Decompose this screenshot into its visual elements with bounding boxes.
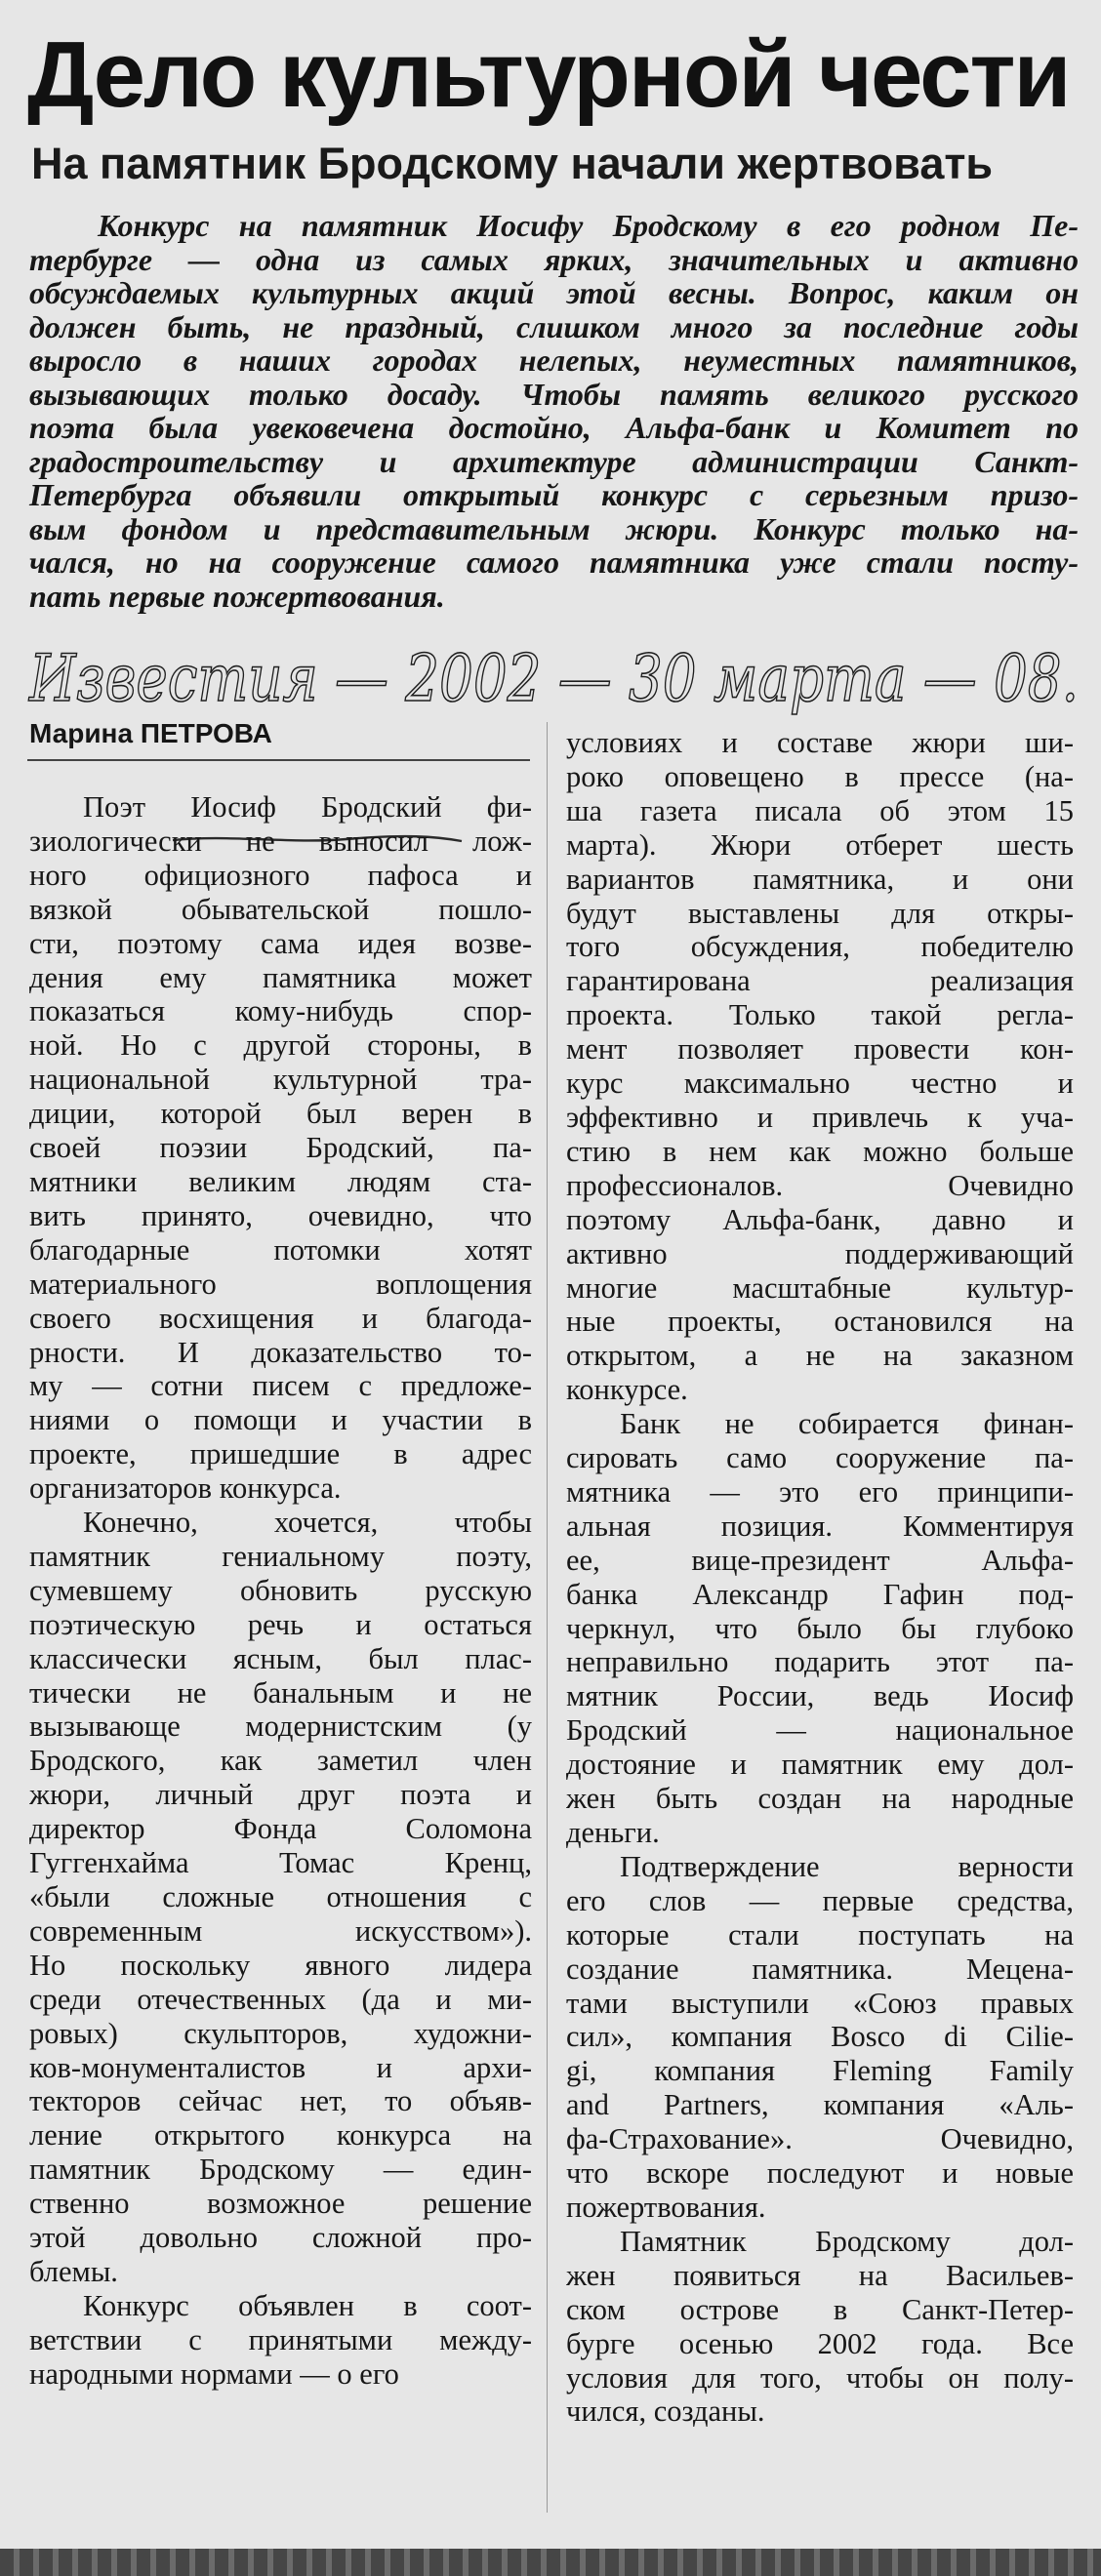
text-line: ветствии с принятыми между- [29, 2322, 532, 2356]
text-line: Конкурс на памятник Иосифу Бродскому в его родном Пе- [98, 208, 1079, 243]
text-line: мятника — это его принципи- [566, 1474, 1074, 1509]
text-line: ша газета писала об этом 15 [566, 793, 1074, 827]
text-line: достояние и памятник ему дол- [566, 1748, 1074, 1782]
text-line: того обсуждения, победителю [566, 930, 1074, 964]
text-line: тами выступили «Союз правых [566, 1986, 1074, 2020]
text-line: классически ясным, был плас- [29, 1641, 532, 1675]
headline: Дело культурной чести [27, 22, 1070, 127]
handwritten-note [23, 632, 1087, 720]
text-line: рности. И доказательство то- [29, 1335, 532, 1369]
text-line: его слов — первые средства, [566, 1883, 1074, 1917]
text-line: жен появиться на Васильев- [566, 2258, 1074, 2292]
text-line: благодарные потомки хотят [29, 1232, 532, 1267]
text-line: Конечно, хочется, чтобы [83, 1506, 532, 1540]
text-line: материального воплощения [29, 1267, 532, 1301]
text-line: поэтому Альфа-банк, давно и [566, 1202, 1074, 1236]
text-line: сумевшему обновить русскую [29, 1573, 532, 1607]
text-line: что вскоре последуют и новые [566, 2156, 1074, 2191]
column-divider [547, 722, 548, 2513]
text-line: чался, но на сооружение самого памятника уже стали посту- [29, 544, 1079, 580]
text-line: альная позиция. Комментируя [566, 1509, 1074, 1543]
text-line: деньги. [566, 1816, 660, 1849]
lead-paragraph [29, 209, 1079, 613]
text-line: жен быть создан на народные [566, 1782, 1074, 1816]
text-line: ной. Но с другой стороны, в [29, 1028, 532, 1063]
text-line: выросло в наших городах нелепых, неуместных памятников, [29, 342, 1079, 378]
text-line: создание памятника. Мецена- [566, 1952, 1074, 1986]
text-line: Гуггенхайма Томас Кренц, [29, 1846, 532, 1880]
text-line: будут выставлены для откры- [566, 896, 1074, 930]
text-line: фа-Страхование». Очевидно, [566, 2122, 1074, 2156]
text-line: ные проекты, остановился на [566, 1305, 1074, 1339]
text-line: банка Александр Гафин под- [566, 1577, 1074, 1611]
text-line: обсуждаемых культурных акций этой весны. Вопрос, каким он [29, 275, 1079, 310]
text-line: Петербурга объявили открытый конкурс с серьезным призо- [29, 477, 1079, 512]
text-line: ниями о помощи и участии в [29, 1403, 532, 1437]
text-line: тербурге — одна из самых ярких, значительных и активно [29, 241, 1079, 277]
text-line: блемы. [29, 2254, 118, 2288]
text-line: конкурсе. [566, 1373, 688, 1407]
text-line: му — сотни писем с предложе- [29, 1369, 532, 1403]
text-line: Бродский — национальное [566, 1713, 1074, 1748]
text-line: текторов сейчас нет, то объяв- [29, 2084, 532, 2118]
text-line: современным искусством»). [29, 1913, 532, 1948]
text-line: чился, созданы. [566, 2395, 765, 2429]
text-line: вызывающе модернистским (у [29, 1710, 532, 1744]
text-line: жюри, личный друг поэта и [29, 1778, 532, 1812]
text-line: Конкурс объявлен в соот- [83, 2288, 532, 2322]
text-line: мент позволяет провести кон- [566, 1032, 1074, 1067]
text-line: Памятник Бродскому дол- [620, 2224, 1074, 2258]
text-line: сти, поэтому сама идея возве- [29, 926, 532, 960]
text-line: ков-монументалистов и архи- [29, 2050, 532, 2084]
text-line: gi, компания Fleming Family [566, 2054, 1074, 2088]
text-line: диции, которой был верен в [29, 1097, 532, 1131]
text-line: вым фондом и представительным жюри. Конкурс только на- [29, 510, 1079, 546]
text-line: памятник гениальному поэту, [29, 1539, 532, 1573]
text-line: неправильно подарить этот па- [566, 1645, 1074, 1679]
bottom-border [0, 2549, 1101, 2576]
text-line: народными нормами — о его [29, 2356, 399, 2391]
text-line: этой довольно сложной про- [29, 2221, 532, 2255]
text-line: поэта была увековечена достойно, Альфа-банк и Комитет по [29, 410, 1079, 445]
text-line: профессионалов. Очевидно [566, 1168, 1074, 1202]
byline-divider [27, 759, 530, 761]
text-line: сил», компания Bosco di Cilie- [566, 2020, 1074, 2054]
article-column-left [29, 790, 532, 2392]
text-line: сировать само сооружение па- [566, 1441, 1074, 1475]
text-line: ровых) скульпторов, художни- [29, 2016, 532, 2050]
text-line: организаторов конкурса. [29, 1471, 342, 1506]
text-line: Но поскольку явного лидера [29, 1948, 532, 1982]
text-line: поэтическую речь и остаться [29, 1607, 532, 1641]
text-line: гарантирована реализация [566, 964, 1074, 998]
text-line: среди отечественных (да и ми- [29, 1982, 532, 2016]
text-line: вить принято, очевидно, что [29, 1198, 532, 1232]
text-line: мятники великим людям ста- [29, 1164, 532, 1198]
text-line: вязкой обывательской пошло- [29, 892, 532, 926]
text-line: Поэт Иосиф Бродский фи- [83, 790, 532, 824]
text-line: своей поэзии Бродский, па- [29, 1131, 532, 1165]
text-line: мятник России, ведь Иосиф [566, 1679, 1074, 1713]
text-line: ного официозного пафоса и [29, 858, 532, 892]
text-line: проекта. Только такой регла- [566, 998, 1074, 1032]
text-line: национальной культурной тра- [29, 1063, 532, 1097]
text-line: роко оповещено в прессе (на- [566, 759, 1074, 793]
article-column-right [566, 726, 1074, 2429]
text-line: памятник Бродскому — един- [29, 2153, 532, 2187]
text-line: открытом, а не на заказном [566, 1339, 1074, 1373]
text-line: которые стали поступать на [566, 1917, 1074, 1952]
text-line: «были сложные отношения с [29, 1880, 532, 1913]
text-line: бурге осенью 2002 года. Все [566, 2326, 1074, 2360]
text-line: ственно возможное решение [29, 2187, 532, 2221]
text-line: ее, вице-президент Альфа- [566, 1543, 1074, 1577]
text-line: тически не банальным и не [29, 1675, 532, 1710]
text-line: должен быть, не праздный, слишком много за последние годы [29, 308, 1079, 344]
text-line: вариантов памятника, и они [566, 862, 1074, 896]
text-line: вызывающих только досаду. Чтобы память великого русского [29, 376, 1079, 412]
text-line: эффективно и привлечь к уча- [566, 1100, 1074, 1134]
text-line: активно поддерживающий [566, 1236, 1074, 1270]
text-line: ском острове в Санкт-Петер- [566, 2292, 1074, 2326]
text-line: Бродского, как заметил член [29, 1744, 532, 1778]
text-line: дения ему памятника может [29, 960, 532, 994]
text-line: черкнул, что было бы глубоко [566, 1611, 1074, 1645]
text-line: зиологически не выносил лож- [29, 824, 532, 858]
handwritten-note-text: Известия — 2002 — 30 марта — 08. [28, 641, 1080, 716]
text-line: ление открытого конкурса на [29, 2118, 532, 2153]
text-line: своего восхищения и благода- [29, 1301, 532, 1335]
text-line: многие масштабные культур- [566, 1270, 1074, 1305]
text-line: and Partners, компания «Аль- [566, 2088, 1074, 2122]
text-line: условиях и составе жюри ши- [566, 726, 1074, 759]
byline: Марина ПЕТРОВА [29, 718, 272, 748]
text-line: пожертвования. [566, 2190, 766, 2224]
text-line: условия для того, чтобы он полу- [566, 2360, 1074, 2395]
subheadline: На памятник Бродскому начали жертвовать [31, 139, 994, 188]
text-line: директор Фонда Соломона [29, 1812, 532, 1846]
text-line: показаться кому-нибудь спор- [29, 994, 532, 1028]
text-line: градостроительству и архитектуре администрации Санкт- [29, 443, 1079, 479]
text-line: пать первые пожертвования. [29, 578, 445, 614]
text-line: курс максимально честно и [566, 1067, 1074, 1101]
text-line: марта). Жюри отберет шесть [566, 827, 1074, 862]
text-line: стию в нем как можно больше [566, 1134, 1074, 1168]
text-line: проекте, пришедшие в адрес [29, 1437, 532, 1471]
text-line: Банк не собирается финан- [620, 1407, 1074, 1441]
text-line: Подтверждение верности [620, 1849, 1074, 1883]
